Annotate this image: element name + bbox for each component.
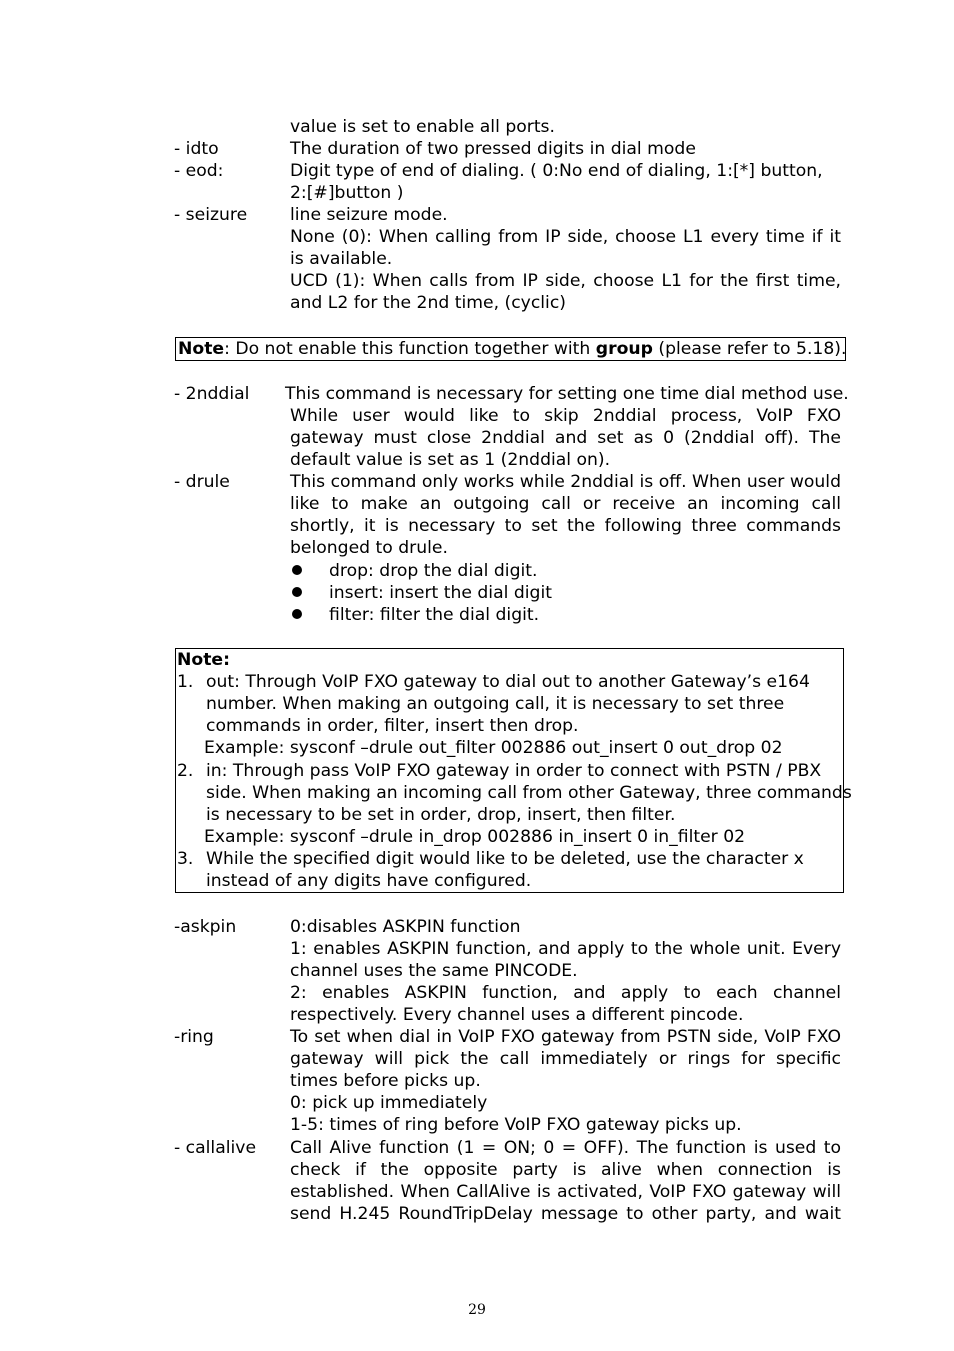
- note2-item2-example: Example: sysconf –drule in_drop 002886 in_insert 0 in_filter 02: [204, 827, 746, 847]
- note2-item3-line2: instead of any digits have configured.: [206, 871, 532, 891]
- desc-2nddial-line1: This command is necessary for setting one time dial method use.: [285, 384, 849, 404]
- term-eod: - eod:: [174, 161, 224, 181]
- term-idto: - idto: [174, 139, 219, 159]
- term-2nddial: - 2nddial: [174, 384, 250, 404]
- note-box-group: [175, 337, 846, 361]
- desc-seizure-line1: line seizure mode.: [290, 205, 448, 225]
- desc-eod-line1: Digit type of end of dialing. ( 0:No end of dialing, 1:[*] button,: [290, 161, 823, 181]
- desc-drule: This command only works while 2nddial is off. When user would like to make an outgoing call or receive an incoming call shortly, it is necessary to set the following three commands belonged to drule.: [290, 472, 841, 558]
- note2-item1-line2: number. When making an outgoing call, it is necessary to set three: [206, 694, 785, 714]
- bullet-insert: insert: insert the dial digit: [329, 583, 552, 603]
- bullet-filter: filter: filter the dial digit.: [329, 605, 540, 625]
- desc-2nddial-body: While user would like to skip 2nddial process, VoIP FXO gateway must close 2nddial and set as 0 (2nddial off). The default value is set as 1 (2nddial on).: [290, 406, 841, 470]
- note2-item2-line1: in: Through pass VoIP FXO gateway in order to connect with PSTN / PBX: [206, 761, 822, 781]
- desc-idto: The duration of two pressed digits in dial mode: [290, 139, 696, 159]
- bullet-dot-insert: [292, 587, 302, 597]
- note2-item2-line3: is necessary to be set in order, drop, insert, then filter.: [206, 805, 676, 825]
- note2-item1-num: 1.: [177, 672, 194, 692]
- desc-ring: To set when dial in VoIP FXO gateway from PSTN side, VoIP FXO gateway will pick the call immediately or rings for specific times before picks up.: [290, 1027, 841, 1091]
- term-drule: - drule: [174, 472, 230, 492]
- note2-item3-line1: While the specified digit would like to be deleted, use the character x: [206, 849, 804, 869]
- note-label: Note: [178, 339, 225, 359]
- note-text-b: (please refer to 5.18).: [652, 339, 847, 359]
- note2-item2-num: 2.: [177, 761, 194, 781]
- note-bold-group: group: [595, 339, 653, 359]
- note2-item1-line3: commands in order, filter, insert then drop.: [206, 716, 579, 736]
- bullet-dot-filter: [292, 609, 302, 619]
- note-text-a: : Do not enable this function together with: [224, 339, 596, 359]
- term-ring: -ring: [174, 1027, 214, 1047]
- term-askpin: -askpin: [174, 917, 237, 937]
- term-seizure: - seizure: [174, 205, 248, 225]
- desc-ring-0: 0: pick up immediately: [290, 1093, 488, 1113]
- note2-item2-line2: side. When making an incoming call from other Gateway, three commands: [206, 783, 852, 803]
- note2-item3-num: 3.: [177, 849, 194, 869]
- term-callalive: - callalive: [174, 1138, 257, 1158]
- continued-text: value is set to enable all ports.: [290, 117, 555, 137]
- page-number: 29: [468, 1302, 486, 1318]
- desc-askpin-0: 0:disables ASKPIN function: [290, 917, 521, 937]
- desc-seizure-none: None (0): When calling from IP side, choose L1 every time if it is available.: [290, 227, 841, 269]
- bullet-drop: drop: drop the dial digit.: [329, 561, 538, 581]
- note2-title: Note:: [177, 650, 230, 670]
- desc-askpin-1: 1: enables ASKPIN function, and apply to the whole unit. Every channel uses the same PINCODE.: [290, 939, 841, 981]
- bullet-dot-drop: [292, 565, 302, 575]
- note2-item1-line1: out: Through VoIP FXO gateway to dial out to another Gateway’s e164: [206, 672, 810, 692]
- desc-ring-1-5: 1-5: times of ring before VoIP FXO gateway picks up.: [290, 1115, 742, 1135]
- desc-callalive: Call Alive function (1 = ON; 0 = OFF). The function is used to check if the opposite party is alive when connection is established. When CallAlive is activated, VoIP FXO gateway will send H.245 RoundTripDelay message to other party, and wait: [290, 1138, 841, 1224]
- desc-askpin-2: 2: enables ASKPIN function, and apply to each channel respectively. Every channel uses a different pincode.: [290, 983, 841, 1025]
- desc-seizure-ucd: UCD (1): When calls from IP side, choose L1 for the first time, and L2 for the 2nd time, (cyclic): [290, 271, 841, 313]
- note2-item1-example: Example: sysconf –drule out_filter 002886 out_insert 0 out_drop 02: [204, 738, 783, 758]
- desc-eod-line2: 2:[#]button ): [290, 183, 404, 203]
